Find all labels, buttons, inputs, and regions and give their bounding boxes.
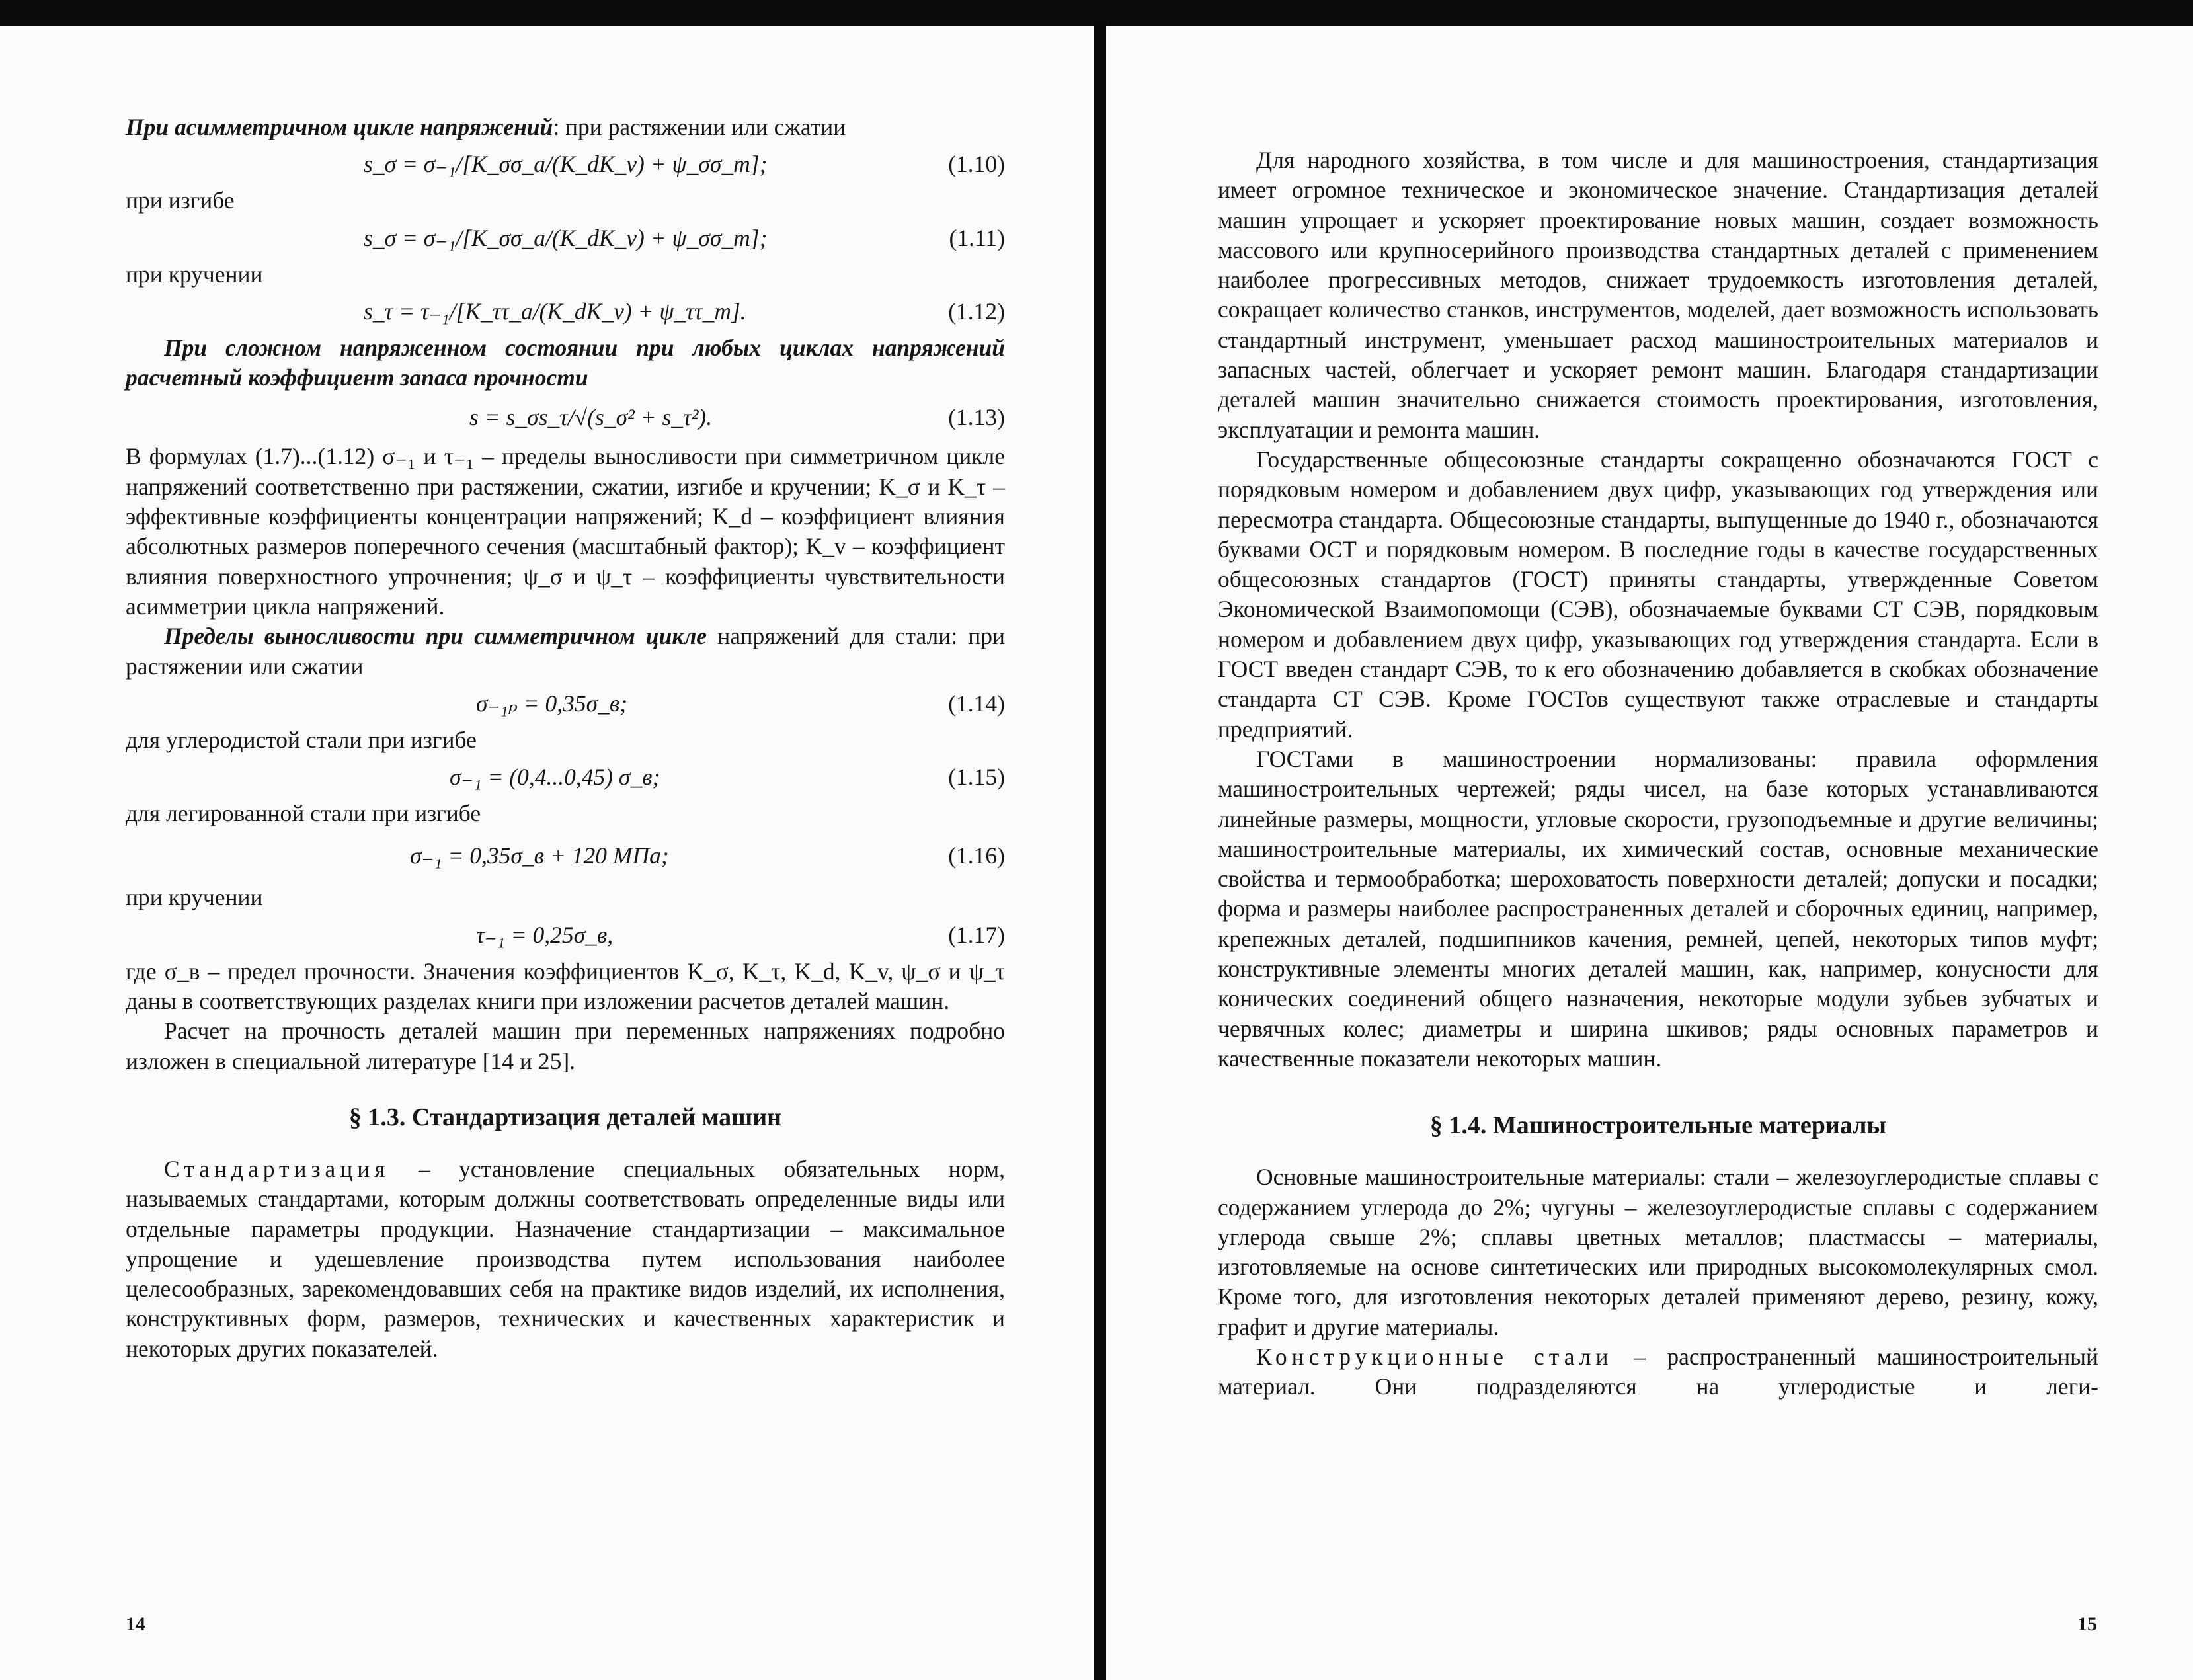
formula: τ₋₁ = 0,25σ_в, xyxy=(476,921,614,948)
equation-number: (1.13) xyxy=(948,404,1005,431)
text-run: : при растяжении или сжатии xyxy=(553,114,846,140)
equation-1-10 xyxy=(126,142,1005,186)
formulas-explanation-paragraph: В формулах (1.7)...(1.12) σ₋₁ и τ₋₁ – пределы выносливости при симметричном цикле напряжений соответственно при растяжении, сжатии, изгибе и кручении; K_σ и K_τ – эффективные коэффициенты концентрации напряжений; K_d – коэффициент влияния абсолютных размеров поперечного сечения (масштабный фактор); K_v – коэффициент влияния поверхностного упрочнения; ψ_σ и ψ_τ – коэффициенты чувствительности асимметрии цикла напряжений. xyxy=(126,443,1005,620)
text-run: – установление специальных обязательных норм, называемых стандартами, которым должны соответствовать определенные виды или отдельные параметры продукции. Назначение стандартизации – максимальное упрощение и удешевление производства путем использования наиболее целесообразных, зарекомендовавших себя на практике видов изделий, их исполнения, конструктивных форм, размеров, технических и качественных характеристик и некоторых других показателей. xyxy=(126,1155,1005,1362)
calc-reference-paragraph: Расчет на прочность деталей машин при переменных напряжениях подробно изложен в специальной литературе [14 и 25]. xyxy=(126,1018,1005,1074)
formula: σ₋₁ = 0,35σ_в + 120 МПа; xyxy=(410,842,669,869)
book-spine xyxy=(1094,20,1106,1680)
structural-steels-paragraph xyxy=(1218,1342,2098,1402)
gost-paragraph: Государственные общесоюзные стандарты сокращенно обозначаются ГОСТ с порядковым номером и добавлением двух цифр, указывающих год утверждения или пересмотра стандарта. Общесоюзные стандарты, выпущенные до 1940 г., обозначаются буквами ОСТ и порядковым номером. В последние годы в качестве государственных общесоюзных стандартов (ГОСТ) приняты стандарты, утвержденные Советом Экономической Взаимопомощи (СЭВ), обозначаемые буквами СТ СЭВ, порядковым номером и добавлением двух цифр, указывающих год утверждения стандарта. Если в ГОСТ введен стандарт СЭВ, то к его обозначению добавляется в скобках обозначение стандарта СТ СЭВ. Кроме ГОСТов существуют также отраслевые и стандарты предприятий. xyxy=(1218,446,2098,742)
equation-1-15 xyxy=(126,755,1005,799)
equation-number: (1.16) xyxy=(948,842,1005,869)
where-paragraph: где σ_в – предел прочности. Значения коэффициентов K_σ, K_τ, K_d, K_v, ψ_σ и ψ_τ даны в соответствующих разделах книги при изложении расчетов деталей машин. xyxy=(126,957,1005,1015)
section-heading-1-3: § 1.3. Стандартизация деталей машин xyxy=(348,1103,782,1131)
equation-number: (1.17) xyxy=(948,921,1005,948)
formula: s = s_σs_τ/√(s_σ² + s_τ²). xyxy=(469,404,713,431)
label-carbon-steel: для углеродистой стали при изгибе xyxy=(126,726,477,753)
formula: σ₋₁ = (0,4...0,45) σ_в; xyxy=(450,764,660,791)
standardization-paragraph xyxy=(126,1154,1005,1364)
formula: s_σ = σ₋₁/[K_σσ_a/(K_dK_v) + ψ_σσ_m]; xyxy=(364,151,768,178)
equation-number: (1.10) xyxy=(948,151,1005,178)
text-run: Стандартизация xyxy=(164,1155,390,1182)
page-number-right: 15 xyxy=(2077,1613,2097,1635)
text-run: При асимметричном цикле напряжений xyxy=(126,114,553,140)
right-page xyxy=(1218,106,2098,1402)
equation-1-17 xyxy=(126,913,1005,957)
label-torsion-2: при кручении xyxy=(126,884,263,911)
section-heading-1-4: § 1.4. Машиностроительные материалы xyxy=(1429,1111,1887,1140)
endurance-limits-paragraph xyxy=(126,621,1005,682)
gost-normalized-paragraph: ГОСТами в машиностроении нормализованы: правила оформления машиностроительных чертежей; ряды чисел, на базе которых устанавливаются линейные размеры, мощности, угловые скорости, грузоподъемные и другие величины; машиностроительные материалы, их химический состав, основные механические свойства и термообработка; шероховатость поверхности деталей; допуски и посадки; форма и размеры наиболее распространенных деталей и сборочных единиц, например, крепежных деталей, подшипников качения, ремней, цепей, некоторых типов муфт; конструктивные элементы многих деталей машин, как, например, конусности для конических соединений общего назначения, некоторые модули зубьев зубчатых и червячных колес; диаметры и ширина шкивов; ряды основных параметров и качественные показатели некоторых машин. xyxy=(1218,745,2098,1072)
equation-1-11 xyxy=(126,216,1005,260)
text-run: напряжений для стали: при растяжении или сжатии xyxy=(126,623,1005,680)
text-run: Конструкционные стали xyxy=(1256,1343,1613,1370)
label-alloy-steel: для легированной стали при изгибе xyxy=(126,800,481,827)
equation-1-12 xyxy=(126,290,1005,333)
text-run: Пределы выносливости при симметричном цикле xyxy=(164,623,707,650)
equation-1-14 xyxy=(126,682,1005,725)
formula: σ₋₁ₚ = 0,35σ_в; xyxy=(476,690,628,717)
asym-cycle-paragraph xyxy=(126,112,1005,142)
materials-paragraph: Основные машиностроительные материалы: стали – железоуглеродистые сплавы с содержанием углерода до 2%; чугуны – железоуглеродистые сплавы с содержанием углерода свыше 2%; сплавы цветных металлов; пластмассы – материалы, изготовляемые на основе синтетических или природных высокомолекулярных смол. Кроме того, для изготовления некоторых деталей применяют дерево, резину, кожу, графит и другие материалы. xyxy=(1218,1164,2098,1340)
equation-1-13 xyxy=(126,393,1005,442)
complex-stress-paragraph: При сложном напряженном состоянии при любых циклах напряжений расчетный коэффициент запаса прочности xyxy=(126,334,1005,391)
left-page xyxy=(126,106,1005,1364)
label-torsion: при кручении xyxy=(126,260,263,288)
std-importance-paragraph: Для народного хозяйства, в том числе и для машиностроения, стандартизация имеет огромное техническое и экономическое значение. Стандартизация деталей машин упрощает и ускоряет проектирование новых машин, создает возможность массового или крупносерийного производства стандартных деталей с применением наиболее прогрессивных методов, снижает трудоемкость изготовления деталей, сокращает количество станков, инструментов, моделей, дает возможность использовать стандартный инструмент, уменьшает расход машиностроительных материалов и запасных частей, облегчает и ускоряет ремонт машин. Благодаря стандартизации деталей машин значительно снижается стоимость проектирования, изготовления, эксплуатации и ремонта машин. xyxy=(1218,147,2098,443)
equation-number: (1.15) xyxy=(948,764,1005,791)
page-number-left: 14 xyxy=(126,1613,145,1635)
equation-1-16 xyxy=(126,828,1005,883)
equation-number: (1.11) xyxy=(949,224,1005,251)
equation-number: (1.14) xyxy=(948,690,1005,717)
formula: s_τ = τ₋₁/[K_ττ_a/(K_dK_v) + ψ_ττ_m]. xyxy=(364,298,746,325)
text-run: – распространенный машиностроительный материал. Они подразделяются на углеродистые и леги- xyxy=(1218,1343,2098,1400)
formula: s_σ = σ₋₁/[K_σσ_a/(K_dK_v) + ψ_σσ_m]; xyxy=(364,224,768,251)
equation-number: (1.12) xyxy=(948,298,1005,325)
label-bending: при изгибе xyxy=(126,187,235,214)
